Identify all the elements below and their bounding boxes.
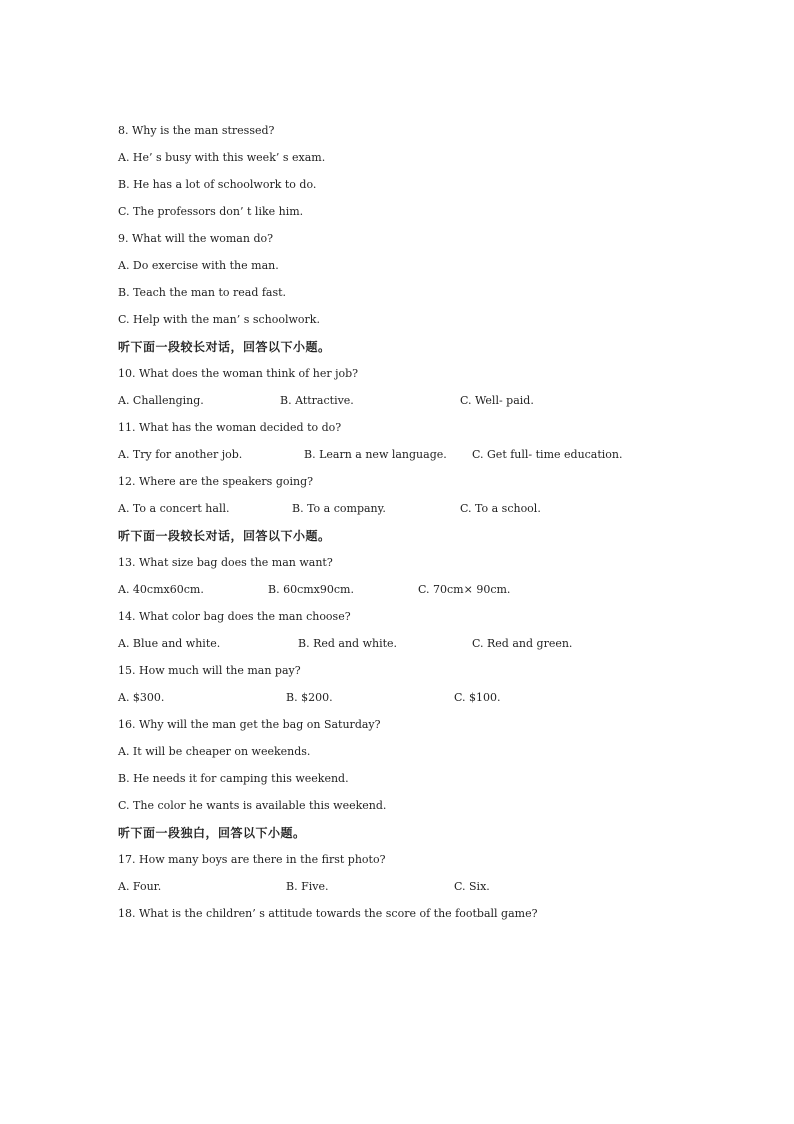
option-15c: C. $100. <box>454 691 501 704</box>
options-10 <box>118 392 738 419</box>
option-11c: C. Get full- time education. <box>472 448 623 461</box>
options-13 <box>118 581 738 608</box>
exam-page <box>118 122 738 932</box>
option-14a: A. Blue and white. <box>118 637 221 650</box>
options-14 <box>118 635 738 662</box>
option-10b: B. Attractive. <box>280 394 354 407</box>
question-14: 14. What color bag does the man choose? <box>118 610 351 623</box>
option-13a: A. 40cmx60cm. <box>118 583 204 596</box>
option-10a: A. Challenging. <box>118 394 204 407</box>
option-8c: C. The professors don’ t like him. <box>118 205 304 218</box>
question-11: 11. What has the woman decided to do? <box>118 421 342 434</box>
option-13c: C. 70cm× 90cm. <box>418 583 511 596</box>
options-12 <box>118 500 738 527</box>
option-9b: B. Teach the man to read fast. <box>118 286 287 299</box>
option-8a: A. He’ s busy with this week’ s exam. <box>118 151 326 164</box>
option-17a: A. Four. <box>118 880 162 893</box>
section-heading-1: 听下面一段较长对话，回答以下小题。 <box>118 340 331 354</box>
question-16: 16. Why will the man get the bag on Saturday? <box>118 718 381 731</box>
options-17 <box>118 878 738 905</box>
option-9a: A. Do exercise with the man. <box>118 259 279 272</box>
option-12a: A. To a concert hall. <box>118 502 230 515</box>
question-8: 8. Why is the man stressed? <box>118 124 275 137</box>
option-11b: B. Learn a new language. <box>304 448 447 461</box>
question-17: 17. How many boys are there in the first photo? <box>118 853 386 866</box>
options-11 <box>118 446 738 473</box>
option-15b: B. $200. <box>286 691 333 704</box>
section-heading-3: 听下面一段独白，回答以下小题。 <box>118 826 306 840</box>
option-14c: C. Red and green. <box>472 637 573 650</box>
question-9: 9. What will the woman do? <box>118 232 274 245</box>
question-13: 13. What size bag does the man want? <box>118 556 333 569</box>
options-15 <box>118 689 738 716</box>
question-10: 10. What does the woman think of her job? <box>118 367 359 380</box>
option-14b: B. Red and white. <box>298 637 398 650</box>
option-15a: A. $300. <box>118 691 165 704</box>
option-17b: B. Five. <box>286 880 329 893</box>
question-12: 12. Where are the speakers going? <box>118 475 314 488</box>
option-12b: B. To a company. <box>292 502 386 515</box>
option-12c: C. To a school. <box>460 502 541 515</box>
option-16a: A. It will be cheaper on weekends. <box>118 745 311 758</box>
option-16b: B. He needs it for camping this weekend. <box>118 772 349 785</box>
question-15: 15. How much will the man pay? <box>118 664 301 677</box>
question-18: 18. What is the children’ s attitude towards the score of the football game? <box>118 907 538 920</box>
option-11a: A. Try for another job. <box>118 448 243 461</box>
option-13b: B. 60cmx90cm. <box>268 583 354 596</box>
option-17c: C. Six. <box>454 880 490 893</box>
section-heading-2: 听下面一段较长对话，回答以下小题。 <box>118 529 331 543</box>
option-9c: C. Help with the man’ s schoolwork. <box>118 313 320 326</box>
option-10c: C. Well- paid. <box>460 394 534 407</box>
option-8b: B. He has a lot of schoolwork to do. <box>118 178 317 191</box>
option-16c: C. The color he wants is available this weekend. <box>118 799 387 812</box>
